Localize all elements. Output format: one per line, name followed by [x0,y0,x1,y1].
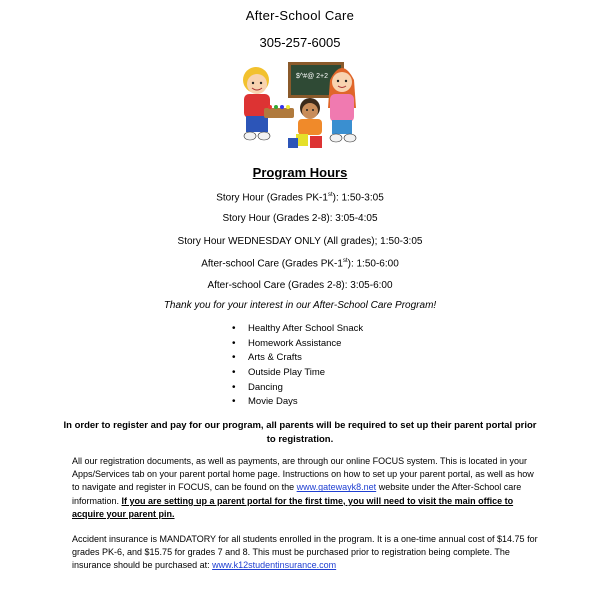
chalkboard-text: $^#@ 2+2 [296,73,328,80]
list-item: • Healthy After School Snack [232,322,363,337]
program-hours-heading: Program Hours [252,165,348,180]
list-item: • Outside Play Time [232,366,363,381]
list-item: • Arts & Crafts [232,351,363,366]
list-item: • Movie Days [232,395,363,410]
thank-you-note: Thank you for your interest in our After-School Care Program! [163,300,437,311]
list-item: • Dancing [232,381,363,396]
hour-line: After-school Care (Grades PK-1st): 1:50-6:00 [201,258,399,270]
registration-notice: In order to register and pay for our program, all parents will be required to set up their parent portal prior to registration. [63,420,537,445]
phone-number: 305-257-6005 [259,35,341,50]
hour-line: Story Hour (Grades PK-1st): 1:50-3:05 [216,192,384,204]
kids-classroom-clipart [230,58,370,153]
gateway-website-link[interactable]: www.gatewayk8.net [296,482,377,493]
insurance-website-link[interactable]: www.k12studentinsurance.com [212,560,337,571]
hour-line: Story Hour WEDNESDAY ONLY (All grades); 1:50-3:05 [177,236,423,247]
page-title: After-School Care [245,8,355,23]
registration-paragraph: All our registration documents, as well as payments, are through our online FOCUS system. This is located in your Apps/Services tab on your parent portal home page. Instructions on how to set up your parent portal, as well as how to navigate and register in FOCUS, can be found on the www.gatewayk8.net website under the After-School care information. If you are setting up a parent portal for the first time, you will need to visit the main office to acquire your parent pin. [72,456,534,519]
list-item: • Homework Assistance [232,337,363,352]
insurance-paragraph: Accident insurance is MANDATORY for all students enrolled in the program. It is a one-time annual cost of $14.75 for grades PK-6, and $15.75 for grades 7 and 8. This must be purchased prior to registration being complete. The insurance should be purchased at: www.k12studentinsurance.com [72,534,538,571]
hour-line: After-school Care (Grades 2-8): 3:05-6:00 [207,280,393,291]
parent-pin-notice: If you are setting up a parent portal for the first time, you will need to visit the main office to acquire your parent pin. [72,495,514,519]
hour-line: Story Hour (Grades 2-8): 3:05-4:05 [222,213,378,224]
feature-list [232,322,363,410]
